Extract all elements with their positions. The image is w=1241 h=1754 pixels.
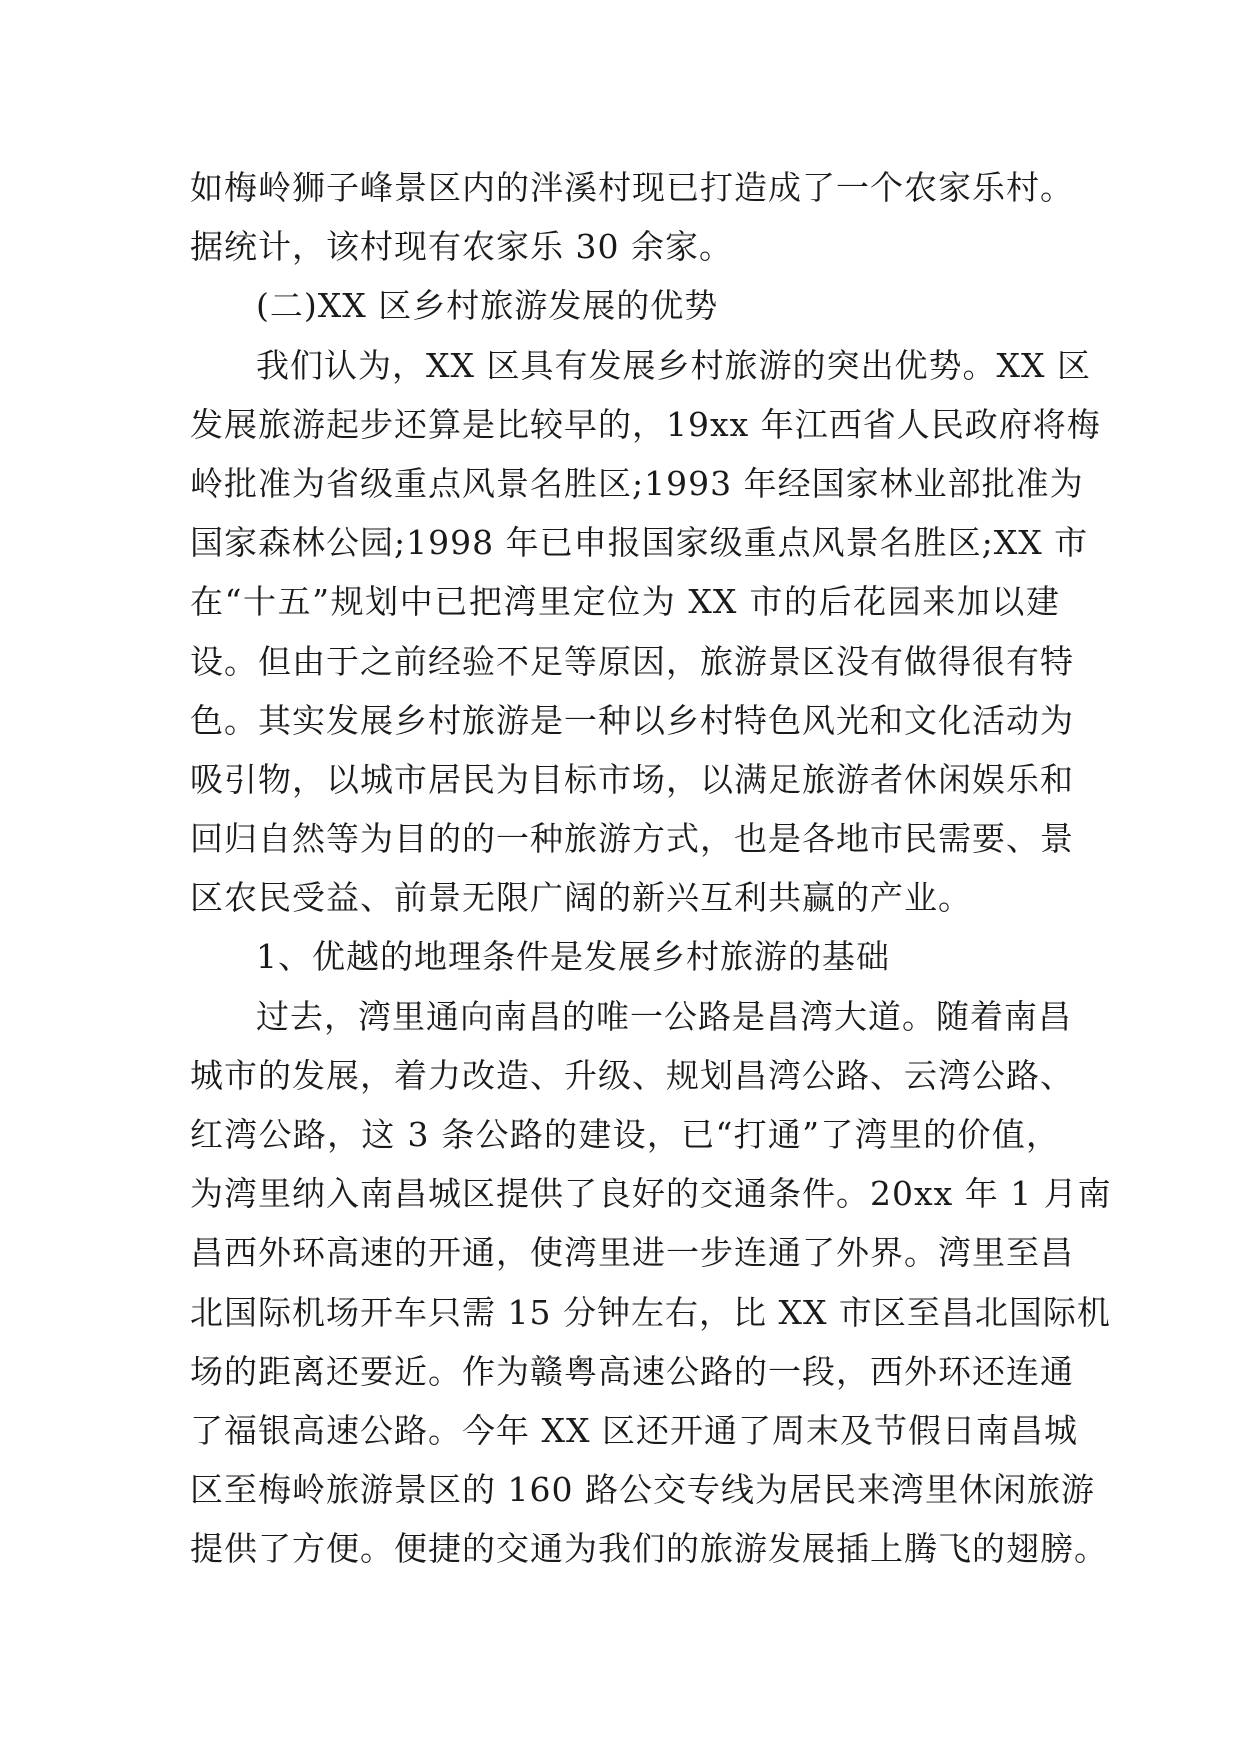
text-line: 场的距离还要近。作为赣粤高速公路的一段，西外环还连通 bbox=[190, 1351, 1074, 1391]
text-line: 国家森林公园;1998 年已申报国家级重点风景名胜区;XX 市 bbox=[190, 523, 1089, 563]
text-line: 了福银高速公路。今年 XX 区还开通了周末及节假日南昌城 bbox=[190, 1410, 1078, 1450]
text-line: 北国际机场开车只需 15 分钟左右，比 XX 市区至昌北国际机 bbox=[190, 1292, 1111, 1332]
text-line: 区至梅岭旅游景区的 160 路公交专线为居民来湾里休闲旅游 bbox=[190, 1470, 1095, 1510]
text-line: 据统计，该村现有农家乐 30 余家。 bbox=[190, 227, 733, 267]
text-line: 提供了方便。便捷的交通为我们的旅游发展插上腾飞的翅膀。 bbox=[190, 1529, 1108, 1569]
text-line: 设。但由于之前经验不足等原因，旅游景区没有做得很有特 bbox=[190, 641, 1074, 681]
text-line: 吸引物，以城市居民为目标市场，以满足旅游者休闲娱乐和 bbox=[190, 759, 1074, 799]
text-line: 红湾公路，这 3 条公路的建设，已“打通”了湾里的价值， bbox=[190, 1115, 1060, 1154]
text-line: 在“十五”规划中已把湾里定位为 XX 市的后花园来加以建 bbox=[190, 582, 1060, 622]
text-line: 岭批准为省级重点风景名胜区;1993 年经国家林业部批准为 bbox=[190, 463, 1084, 503]
subsection-heading: 1、优越的地理条件是发展乡村旅游的基础 bbox=[256, 937, 890, 977]
text-line: 色。其实发展乡村旅游是一种以乡村特色风光和文化活动为 bbox=[190, 700, 1074, 740]
text-line: 我们认为，XX 区具有发展乡村旅游的突出优势。XX 区 bbox=[256, 345, 1091, 385]
text-line: 过去，湾里通向南昌的唯一公路是昌湾大道。随着南昌 bbox=[256, 996, 1072, 1036]
section-heading: (二)XX 区乡村旅游发展的优势 bbox=[256, 286, 719, 326]
text-line: 区农民受益、前景无限广阔的新兴互利共赢的产业。 bbox=[190, 878, 972, 918]
text-line: 城市的发展，着力改造、升级、规划昌湾公路、云湾公路、 bbox=[190, 1055, 1074, 1095]
text-line: 发展旅游起步还算是比较早的，19xx 年江西省人民政府将梅 bbox=[190, 404, 1101, 444]
document-body bbox=[190, 158, 1112, 1579]
text-line: 如梅岭狮子峰景区内的泮溪村现已打造成了一个农家乐村。 bbox=[190, 168, 1074, 207]
text-line: 回归自然等为目的的一种旅游方式，也是各地市民需要、景 bbox=[190, 819, 1074, 859]
text-line: 昌西外环高速的开通，使湾里进一步连通了外界。湾里至昌 bbox=[190, 1233, 1074, 1273]
text-line: 为湾里纳入南昌城区提供了良好的交通条件。20xx 年 1 月南 bbox=[190, 1174, 1112, 1214]
